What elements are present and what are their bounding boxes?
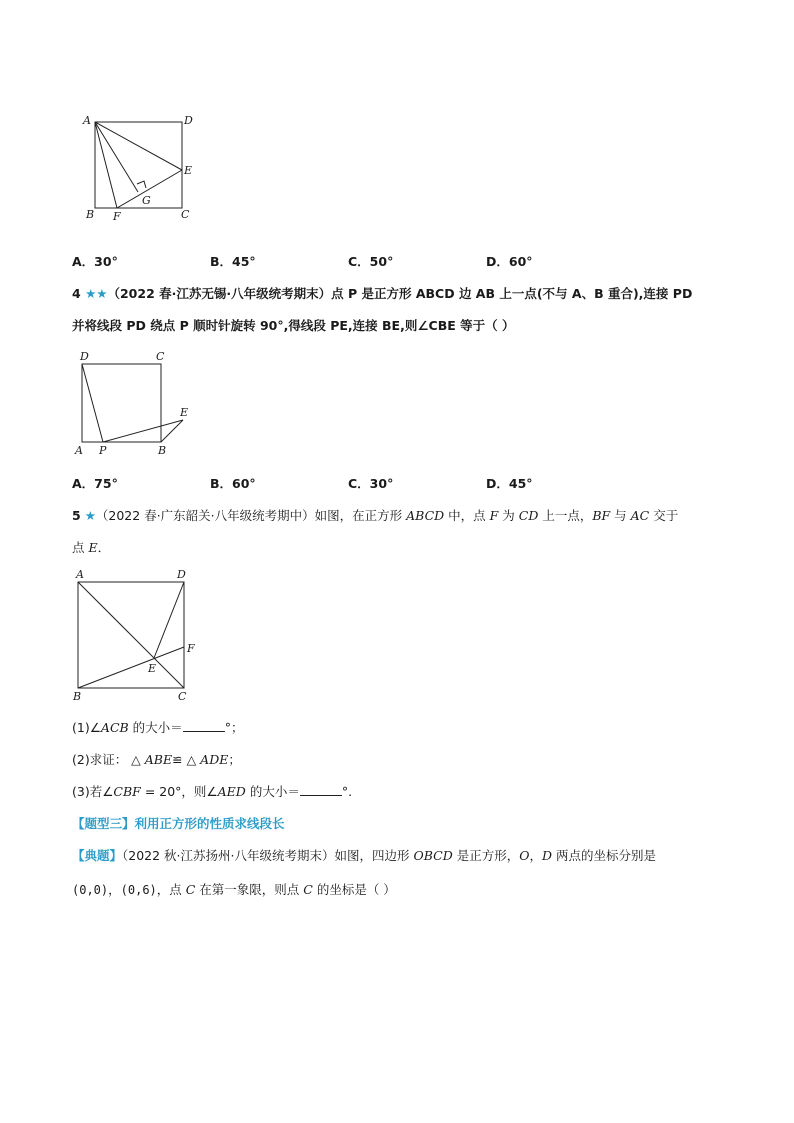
q5-sub3-d: °. (341, 784, 353, 799)
q3-option-d[interactable]: D．60° (486, 254, 533, 269)
q4-square (82, 364, 161, 442)
q4-figure (72, 348, 196, 458)
example-text-b: 是正方形， (452, 848, 520, 863)
q5-label-e: E (148, 662, 157, 675)
q5-label-b: B (73, 690, 82, 702)
q5-sub1-acb: ACB (100, 720, 129, 735)
q5-text-a: （2022 春·广东韶关·八年级统考期中）如图，在正方形 (95, 508, 407, 523)
q5-sub1-b: 的大小＝ (128, 720, 183, 735)
q5-bf: BF (592, 508, 611, 523)
q5-sub3-cbf: CBF (113, 784, 141, 799)
q5-sub3-c: 的大小＝ (245, 784, 300, 799)
q4-option-b[interactable]: B．60° (210, 476, 256, 491)
example-obcd: OBCD (413, 848, 453, 863)
q5-text-g: 点 (72, 540, 89, 555)
q3-figure (78, 112, 198, 224)
q4-text-a: （2022 春·江苏无锡·八年级统考期末）点 P 是正方形 ABCD 边 AB 上一点(不与 A、B 重合),连接 PD (107, 286, 693, 301)
example-tag: 【典题】 (72, 848, 123, 863)
example-c: C (185, 882, 196, 897)
q5-line-bf (78, 647, 184, 688)
q3-label-a: A (83, 114, 91, 127)
q5-ac: AC (630, 508, 650, 523)
example-text-e: 在第一象限，则点 (195, 882, 304, 897)
q5-abcd: ABCD (406, 508, 445, 523)
q5-sub2-c: ； (228, 752, 241, 767)
q5-text-f: 交于 (649, 508, 679, 523)
q5-label-f: F (187, 642, 195, 655)
example-text-c: 两点的坐标分别是 (552, 848, 657, 863)
q3-right-angle-mark (137, 181, 146, 188)
q5-text-line1 (72, 506, 678, 524)
q5-sub2-abe: ABE (144, 752, 173, 767)
example-comma: ， (529, 848, 542, 863)
example-sep: ， (108, 882, 121, 897)
q5-sub1 (72, 718, 243, 736)
q4-label-p: P (99, 444, 107, 457)
q3-label-g: G (142, 194, 151, 207)
q5-sub1-c: °； (224, 720, 244, 735)
q5-sub2-a: (2)求证： △ (72, 752, 145, 767)
q5-sub2-b: ≌ △ (172, 752, 201, 767)
q5-f: F (489, 508, 499, 523)
q3-line-af (95, 122, 117, 208)
example-coord2: (0,6) (120, 883, 157, 897)
q4-label-d: D (80, 350, 89, 363)
q5-line-ac (78, 582, 184, 688)
q5-difficulty-stars: ★ (84, 508, 96, 523)
q5-text-e: 与 (610, 508, 631, 523)
example-c2: C (303, 882, 313, 897)
q3-line-ae (95, 122, 182, 170)
q5-e: E (88, 540, 98, 555)
example-coord1: (0,0) (72, 883, 109, 897)
section-title: 【题型三】利用正方形的性质求线段长 (72, 816, 285, 831)
q5-sub3-b: = 20°，则∠ (140, 784, 218, 799)
q5-sub1-answer-blank[interactable] (183, 719, 225, 732)
example-text-f: 的坐标是（ ） (312, 882, 396, 897)
q4-option-d[interactable]: D．45° (486, 476, 533, 491)
q5-figure (68, 566, 202, 702)
q3-line-ag (95, 122, 138, 192)
q4-option-c[interactable]: C．30° (348, 476, 394, 491)
q4-difficulty-stars: ★★ (85, 286, 108, 301)
example-d: D (542, 848, 553, 863)
q5-number: 5 (72, 508, 81, 523)
example-o: O (519, 848, 530, 863)
q3-label-e: E (184, 164, 193, 177)
q4-label-a: A (75, 444, 83, 457)
q5-text-line2 (72, 538, 110, 556)
q3-label-d: D (184, 114, 193, 127)
q5-sub2-ade: ADE (200, 752, 229, 767)
q4-option-a[interactable]: A．75° (72, 476, 118, 491)
q5-sub3-answer-blank[interactable] (300, 783, 342, 796)
q3-label-b: B (86, 208, 95, 221)
q5-text-c: 为 (498, 508, 519, 523)
q4-text-line2: 并将线段 PD 绕点 P 顺时针旋转 90°,得线段 PE,连接 BE,则∠CBE 等于（ ） (72, 318, 515, 333)
q5-cd: CD (518, 508, 539, 523)
q5-label-d: D (177, 568, 186, 581)
q5-sub1-a: (1)∠ (72, 720, 101, 735)
q4-line-pd (82, 364, 103, 442)
q3-option-b[interactable]: B．45° (210, 254, 256, 269)
q5-sub3-aed: AED (217, 784, 246, 799)
q5-sub3 (72, 782, 352, 800)
example-text-a: （2022 秋·江苏扬州·八年级统考期末）如图，四边形 (122, 848, 414, 863)
example-text-line1 (72, 846, 656, 864)
example-text-d: ，点 (156, 882, 186, 897)
q3-option-c[interactable]: C．50° (348, 254, 394, 269)
q4-number: 4 (72, 286, 81, 301)
q5-label-c: C (178, 690, 187, 702)
q3-label-c: C (181, 208, 190, 221)
q5-sub2 (72, 750, 241, 768)
q5-text-b: 中，点 (444, 508, 490, 523)
q5-line-de (154, 582, 184, 658)
q5-text-h: ． (97, 540, 111, 555)
q3-option-a[interactable]: A．30° (72, 254, 118, 269)
q5-sub3-a: (3)若∠ (72, 784, 114, 799)
q4-label-e: E (180, 406, 189, 419)
q5-label-a: A (76, 568, 84, 581)
example-text-line2 (72, 880, 396, 898)
q4-line-pe (103, 420, 183, 442)
q4-label-b: B (158, 444, 167, 457)
q4-label-c: C (156, 350, 165, 363)
q5-text-d: 上一点， (538, 508, 593, 523)
q4-text-line1 (72, 284, 692, 302)
q3-label-f: F (113, 210, 121, 223)
